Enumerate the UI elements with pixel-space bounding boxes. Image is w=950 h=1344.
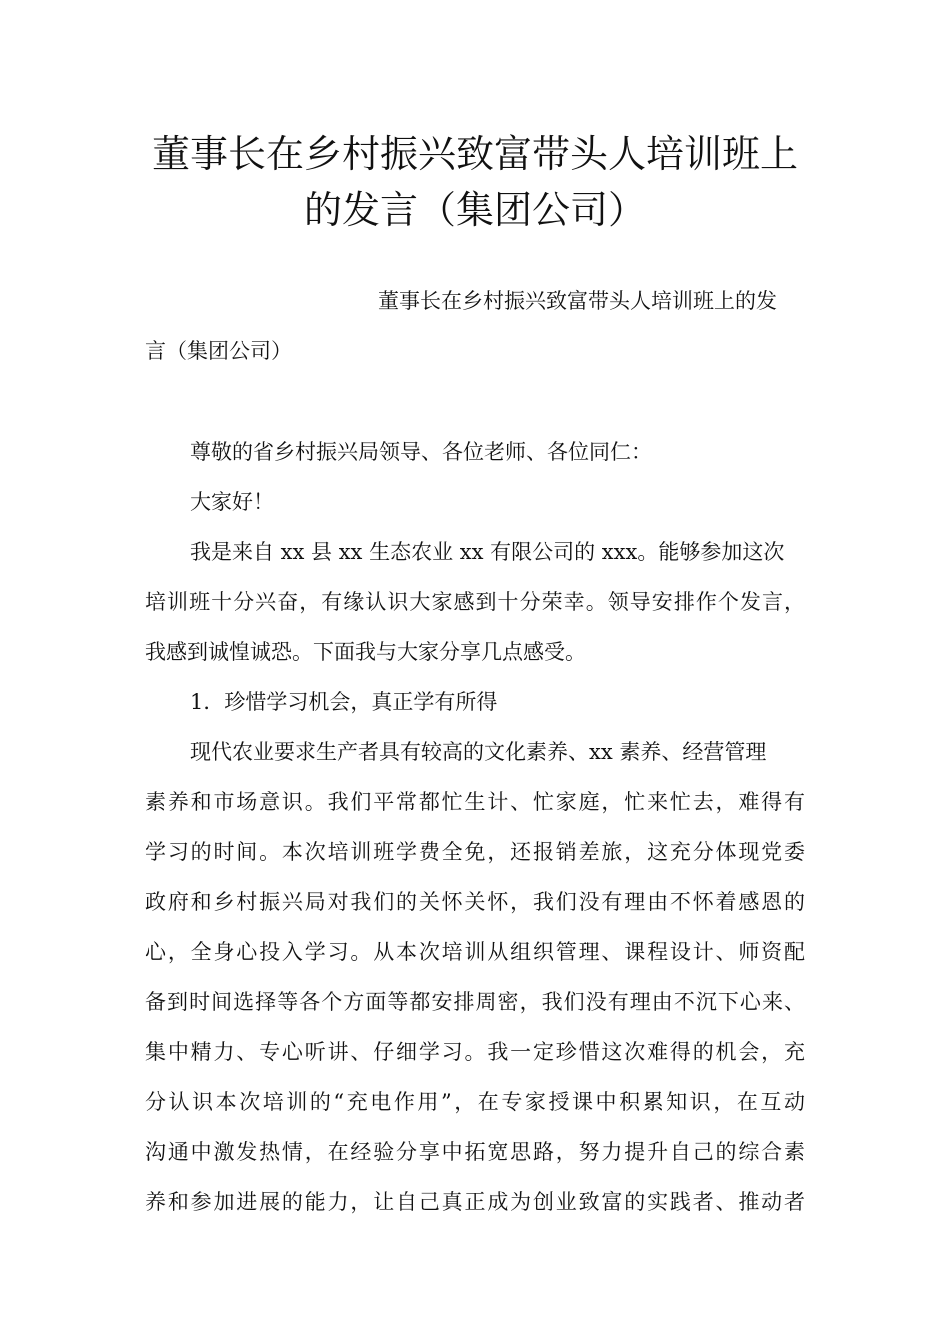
- paragraph-2-line-2: 素养和市场意识。我们平常都忙生计、忙家庭，忙来忙去，难得有: [145, 790, 805, 814]
- paragraph-2-line-7: 集中精力、专心听讲、仔细学习。我一定珍惜这次难得的机会，充: [145, 1040, 805, 1064]
- paragraph-2-line-6: 备到时间选择等各个方面等都安排周密，我们没有理由不沉下心来、: [145, 990, 805, 1014]
- paragraph-2-line-10: 养和参加进展的能力，让自己真正成为创业致富的实践者、推动者: [145, 1190, 805, 1214]
- paragraph-1-line-1: 我是来自 xx 县 xx 生态农业 xx 有限公司的 xxx。能够参加这次: [190, 540, 785, 564]
- paragraph-1-line-2: 培训班十分兴奋，有缘认识大家感到十分荣幸。领导安排作个发言，: [145, 590, 805, 614]
- greeting: 大家好！: [190, 490, 274, 514]
- subtitle-line-1: 董事长在乡村振兴致富带头人培训班上的发: [378, 289, 777, 313]
- document-title-line-2: 的发言（集团公司）: [303, 188, 646, 232]
- paragraph-2-line-1: 现代农业要求生产者具有较高的文化素养、xx 素养、经营管理: [190, 740, 767, 764]
- paragraph-2-line-4: 政府和乡村振兴局对我们的关怀关怀，我们没有理由不怀着感恩的: [145, 890, 805, 914]
- paragraph-1-line-3: 我感到诚惶诚恐。下面我与大家分享几点感受。: [145, 640, 586, 664]
- document-title-line-1: 董事长在乡村振兴致富带头人培训班上: [151, 132, 798, 176]
- salutation: 尊敬的省乡村振兴局领导、各位老师、各位同仁：: [190, 440, 652, 464]
- subtitle-line-2: 言（集团公司）: [145, 339, 292, 363]
- section-heading-1: 1．珍惜学习机会，真正学有所得: [190, 690, 498, 714]
- paragraph-2-line-9: 沟通中激发热情，在经验分享中拓宽思路，努力提升自己的综合素: [145, 1140, 805, 1164]
- paragraph-2-line-8: 分认识本次培训的“充电作用”，在专家授课中积累知识，在互动: [145, 1090, 805, 1114]
- paragraph-2-line-3: 学习的时间。本次培训班学费全免，还报销差旅，这充分体现党委: [145, 840, 805, 864]
- paragraph-2-line-5: 心，全身心投入学习。从本次培训从组织管理、课程设计、师资配: [145, 940, 805, 964]
